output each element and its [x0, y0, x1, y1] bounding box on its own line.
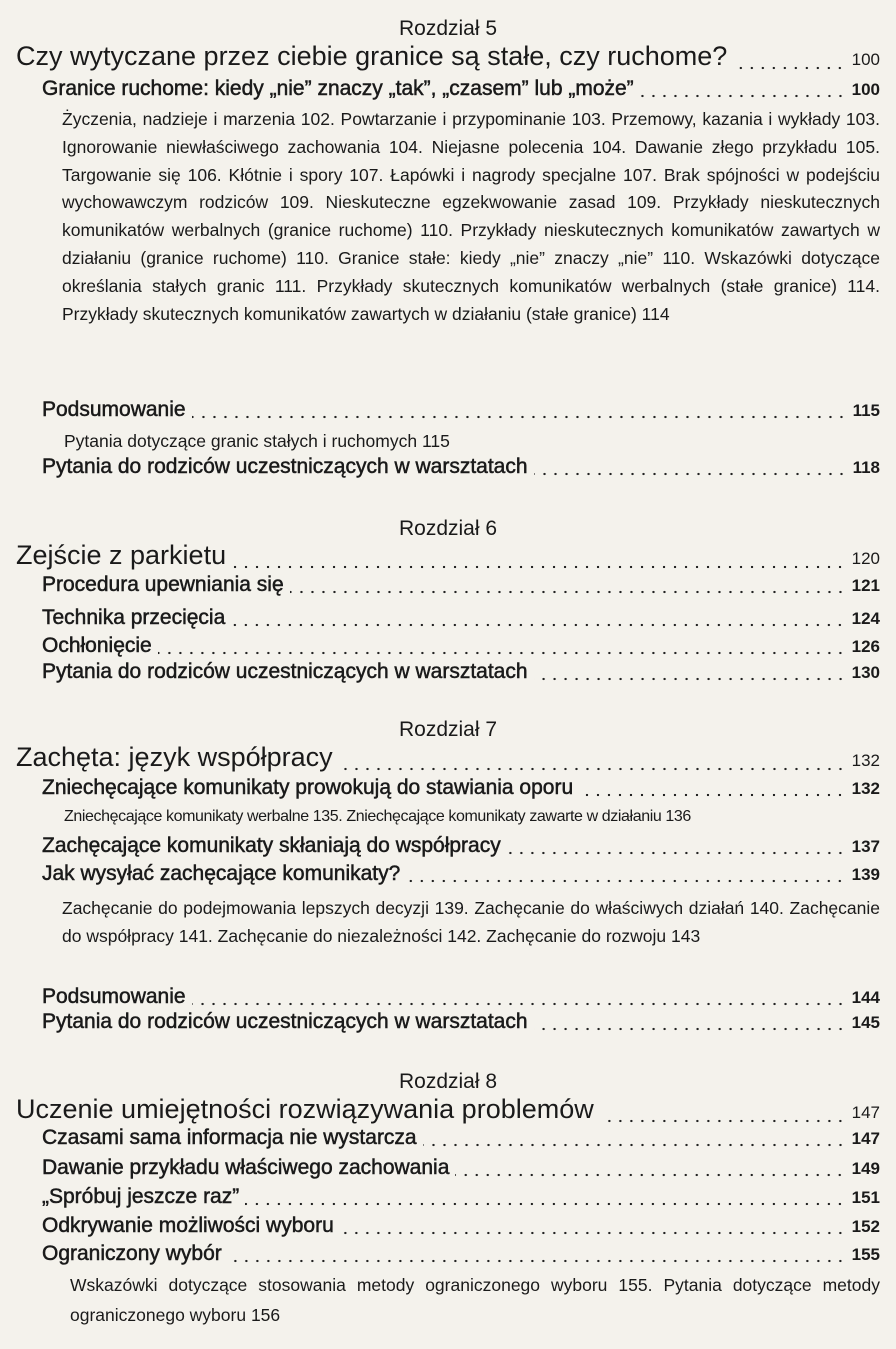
section-entry[interactable]	[42, 1212, 880, 1241]
chapter-title-entry[interactable]	[16, 741, 880, 777]
dot-leader	[455, 1173, 845, 1177]
dot-leader	[640, 94, 846, 98]
dot-leader	[228, 1259, 846, 1263]
page-number: 149	[851, 1159, 880, 1178]
section-label: Ochłonięcie	[42, 634, 152, 657]
page-number: 121	[851, 576, 880, 595]
dot-leader	[534, 472, 847, 476]
section-entry[interactable]	[42, 1183, 880, 1212]
page-number: 137	[851, 837, 880, 856]
section-entry[interactable]	[42, 453, 880, 482]
dot-leader	[340, 1231, 846, 1235]
section-entry[interactable]	[42, 1240, 880, 1269]
dot-leader	[339, 767, 846, 771]
dot-leader	[423, 1143, 846, 1147]
section-label: Procedura upewniania się	[42, 573, 284, 596]
section-entry[interactable]	[42, 1154, 880, 1183]
page-number: 151	[851, 1188, 880, 1207]
chapter-title: Zejście z parkietu	[16, 540, 227, 570]
section-entry[interactable]	[42, 1008, 880, 1037]
dot-leader	[534, 1027, 846, 1031]
section-label: Podsumowanie	[42, 985, 186, 1008]
page-number: 139	[851, 865, 880, 884]
section-entry[interactable]	[42, 604, 880, 633]
section-entry[interactable]	[42, 632, 880, 661]
chapter-heading: Rozdział 6	[398, 517, 498, 540]
dot-leader	[733, 66, 845, 70]
section-entry[interactable]	[42, 658, 880, 687]
section-entry[interactable]	[42, 832, 880, 861]
section-description: Pytania dotyczące granic stałych i ruchomych 115	[64, 431, 450, 451]
page-number: 145	[851, 1013, 880, 1032]
section-label: Czasami sama informacja nie wystarcza	[42, 1126, 417, 1149]
dot-leader	[192, 1002, 846, 1006]
section-description: Życzenia, nadzieje i marzenia 102. Powtarzanie i przypominanie 103. Przemowy, kazania i wykłady 103. Ignorowanie niewłaściwego zachowania 104. Niejasne polecenia 104. Dawanie złego przykładu 105. Targowanie się 106. Kłótnie i spory 107. Łapówki i nagrody specjalne 107. Brak spójności w podejściu wychowawczym rodziców 109. Nieskuteczne egzekwowanie zasad 109. Przykłady nieskutecznych komunikatów werbalnych (granice ruchome) 110. Przykłady nieskutecznych komunikatów zawartych w działaniu (granice ruchome) 110. Granice stałe: kiedy „nie” znaczy „nie” 110. Wskazówki dotyczące określania stałych granic 111. Przykłady skutecznych komunikatów werbalnych (stałe granice) 114. Przykłady skutecznych komunikatów zawartych w działaniu (stałe granice) 114	[62, 109, 880, 324]
section-entry[interactable]	[42, 571, 880, 600]
chapter-heading: Rozdział 8	[398, 1070, 498, 1093]
chapter-title: Uczenie umiejętności rozwiązywania problemów	[16, 1094, 594, 1124]
dot-leader	[406, 879, 845, 883]
dot-leader	[507, 851, 846, 855]
section-description: Zachęcanie do podejmowania lepszych decyzji 139. Zachęcanie do właściwych działań 140. Zachęcanie do współpracy 141. Zachęcanie do niezależności 142. Zachęcanie do rozwoju 143	[62, 898, 880, 946]
section-label: Odkrywanie możliwości wyboru	[42, 1214, 334, 1237]
dot-leader	[290, 590, 846, 594]
section-label: Technika przecięcia	[42, 606, 226, 629]
page-number: 120	[851, 549, 880, 568]
page-number: 130	[851, 663, 880, 682]
page-number: 132	[851, 751, 880, 770]
page-number: 152	[851, 1217, 880, 1236]
chapter-title: Czy wytyczane przez ciebie granice są stałe, czy ruchome?	[16, 41, 728, 71]
chapter-title-entry[interactable]	[16, 40, 880, 76]
section-description: Wskazówki dotyczące stosowania metody ograniczonego wyboru 155. Pytania dotyczące metody ograniczonego wyboru 156	[70, 1275, 880, 1325]
page-number: 155	[851, 1245, 880, 1264]
dot-leader	[579, 793, 845, 797]
dot-leader	[600, 1119, 846, 1123]
section-entry[interactable]	[42, 396, 880, 425]
page-number: 115	[852, 401, 880, 420]
section-label: Zniechęcające komunikaty prowokują do stawiania oporu	[42, 776, 574, 799]
section-entry[interactable]	[42, 75, 880, 104]
dot-leader	[231, 623, 845, 627]
section-label: Dawanie przykładu właściwego zachowania	[42, 1156, 450, 1179]
dot-leader	[245, 1202, 845, 1206]
section-label: Zachęcające komunikaty skłaniają do współpracy	[42, 834, 501, 857]
chapter-heading: Rozdział 5	[398, 17, 498, 40]
section-label: Pytania do rodziców uczestniczących w warsztatach	[42, 455, 528, 478]
section-label: Pytania do rodziców uczestniczących w warsztatach	[42, 660, 528, 683]
page-number: 147	[851, 1129, 880, 1148]
chapter-title: Zachęta: język współpracy	[16, 742, 333, 772]
dot-leader	[158, 651, 846, 655]
section-label: Pytania do rodziców uczestniczących w warsztatach	[42, 1010, 528, 1033]
page-number: 100	[851, 50, 880, 69]
page-number: 147	[851, 1103, 880, 1122]
section-label: Jak wysyłać zachęcające komunikaty?	[42, 862, 401, 885]
section-label: Granice ruchome: kiedy „nie” znaczy „tak”, „czasem” lub „może”	[42, 77, 634, 100]
section-label: Podsumowanie	[42, 398, 186, 421]
page-number: 126	[851, 637, 880, 656]
chapter-title-entry[interactable]	[16, 539, 880, 575]
section-label: Ograniczony wybór	[42, 1242, 222, 1265]
section-entry[interactable]	[42, 1124, 880, 1153]
page-number: 100	[851, 80, 880, 99]
section-description: Zniechęcające komunikaty werbalne 135. Zniechęcające komunikaty zawarte w działaniu 136	[64, 808, 691, 825]
page-number: 118	[852, 458, 880, 477]
dot-leader	[534, 677, 846, 681]
page-number: 132	[851, 779, 880, 798]
chapter-heading: Rozdział 7	[398, 718, 498, 741]
section-entry[interactable]	[42, 860, 880, 889]
section-entry[interactable]	[42, 774, 880, 803]
page-number: 144	[851, 988, 880, 1007]
page-number: 124	[851, 609, 880, 628]
dot-leader	[232, 565, 846, 569]
section-label: „Spróbuj jeszcze raz”	[42, 1185, 240, 1208]
dot-leader	[192, 415, 847, 419]
